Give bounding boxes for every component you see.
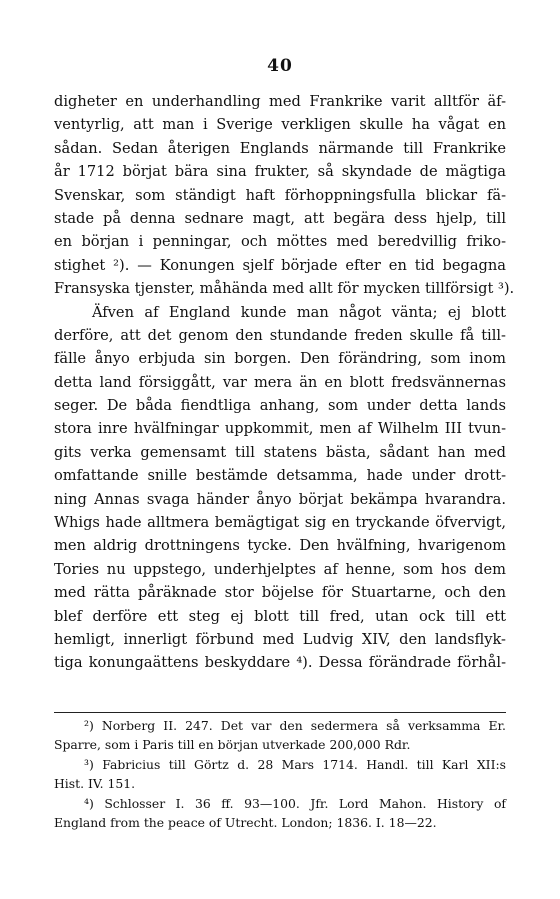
body-line: tiga konungaättens beskyddare ⁴). Dessa förändrade förhål- [54,654,506,672]
body-line: Whigs hade alltmera bemägtigat sig en tryckande öfvervigt, [54,514,506,532]
body-line: en början i penningar, och möttes med beredvillig friko- [54,233,506,251]
body-line: seger. De båda fiendtliga anhang, som under detta lands [54,397,506,415]
body-line: fälle ånyo erbjuda sin borgen. Den förändring, som inom [54,350,506,368]
body-line: ning Annas svaga händer ånyo börjat bekämpa hvarandra. [54,490,506,508]
body-line: Svenskar, som ständigt haft förhoppningsfulla blickar fä- [54,186,506,204]
body-line: gits verka gemensamt till statens bästa, sådant han med [54,443,506,461]
page-number: 40 [267,56,293,76]
body-line: Tories nu uppstego, underhjelptes af henne, som hos dem [54,560,506,578]
footnote-divider [54,712,506,713]
body-line: digheter en underhandling med Frankrike varit alltför äf- [54,93,506,110]
body-line: år 1712 börjat bära sina frukter, så skyndade de mägtiga [54,163,506,181]
body-line: ventyrlig, att man i Sverige verkligen skulle ha vågat en [54,116,506,134]
body-line: hemligt, innerligt förbund med Ludvig XIV, den landsflyk- [54,630,506,648]
body-line: stora inre hvälfningar uppkommit, men af Wilhelm III tvun- [54,420,506,438]
body-line: derföre, att det genom den stundande freden skulle få till- [54,326,506,344]
body-text [54,90,515,675]
body-line: stighet ²). — Konungen sjelf började efter en tid begagna [54,256,506,274]
body-line: Fransyska tjenster, måhända med allt för mycken tillförsigt ³). [54,280,515,298]
body-line: men aldrig drottningens tycke. Den hvälfning, hvarigenom [54,537,506,555]
body-line: stade på denna sednare magt, att begära dess hjelp, till [54,209,506,227]
footnote-line: Sparre, som i Paris till en början utverkade 200,000 Rdr. [54,737,411,753]
body-line: sådan. Sedan återigen Englands närmande till Frankrike [54,139,506,157]
footnote-line: Hist. IV. 151. [54,776,136,792]
footnote-line: ³) Fabricius till Görtz d. 28 Mars 1714. Handl. till Karl XII:s [84,756,506,772]
body-line: omfattande snille bestämde detsamma, hade under drott- [54,467,506,485]
footnotes [54,716,506,832]
body-line: blef derföre ett steg ej blott till fred, utan ock till ett [54,607,506,625]
footnote-line: ²) Norberg II. 247. Det var den sedermera så verksamma Er. [84,718,506,733]
footnote-line: England from the peace of Utrecht. London; 1836. I. 18—22. [54,814,437,830]
body-line: med rätta påräknade stor böjelse för Stuartarne, och den [54,584,506,602]
body-line: detta land försiggått, var mera än en blott fredsvännernas [54,373,506,391]
footnote-line: ⁴) Schlosser I. 36 ff. 93—100. Jfr. Lord Mahon. History of [84,795,506,811]
body-line: Äfven af England kunde man något vänta; ej blott [92,303,506,321]
